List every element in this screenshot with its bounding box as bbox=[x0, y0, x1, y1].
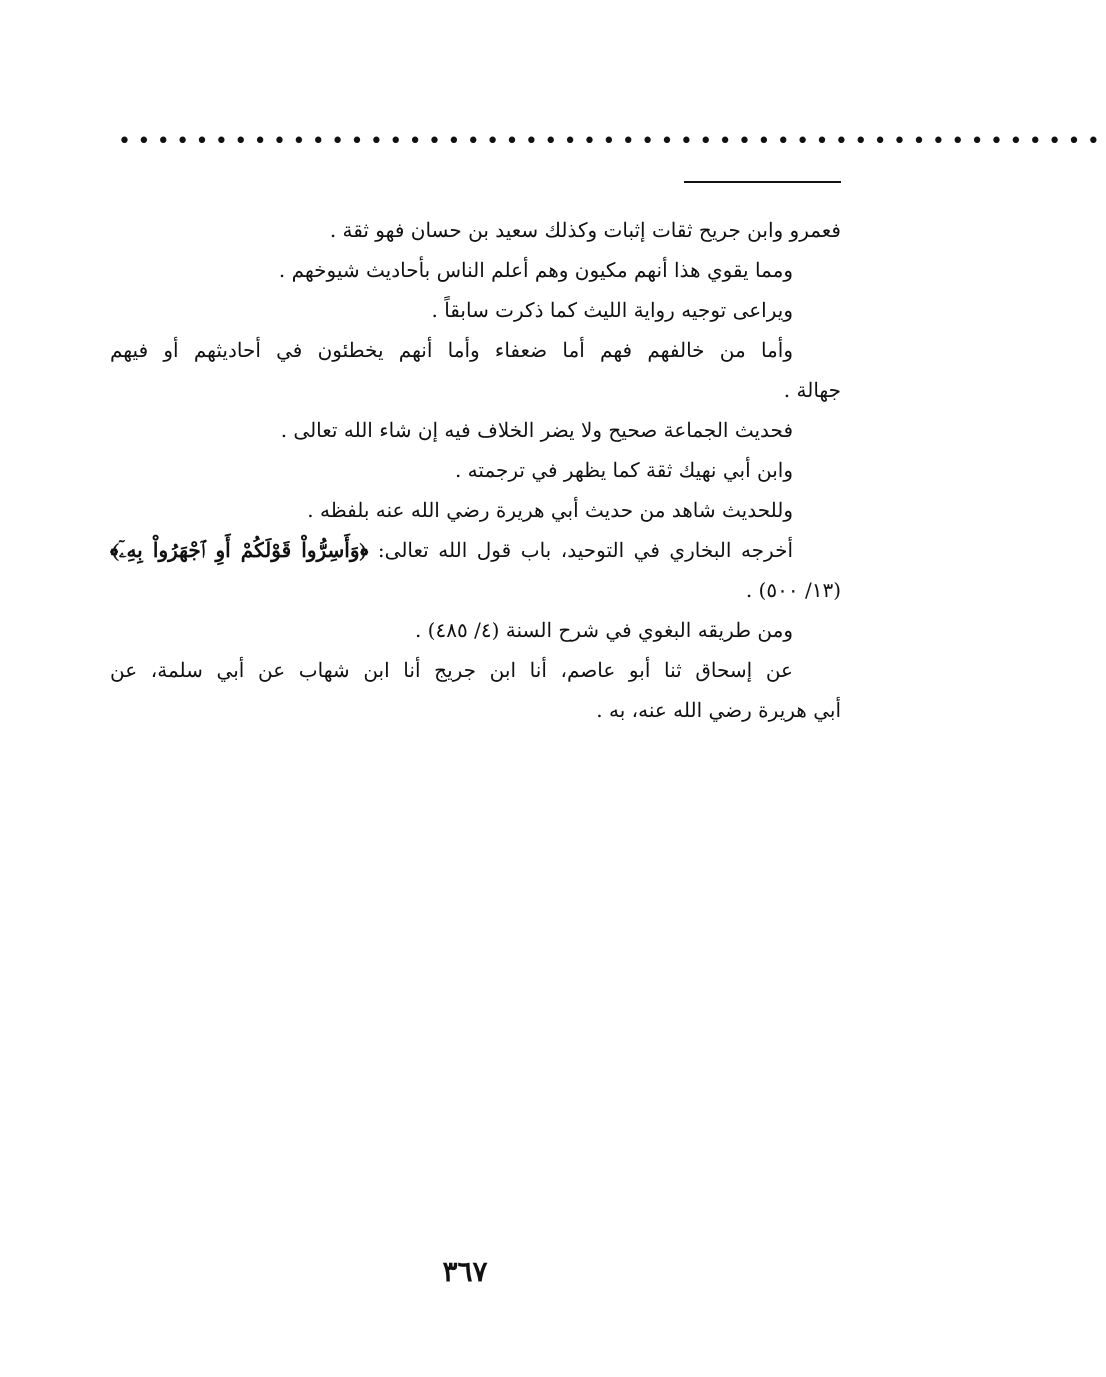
footnote-line: ومما يقوي هذا أنهم مكيون وهم أعلم الناس بأحاديث شيوخهم . bbox=[278, 258, 793, 282]
dotted-separator: ••••••••••••••••••••••••••••••••••••••••••••••••••• bbox=[118, 129, 1106, 154]
quran-verse: ﴿وَأَسِرُّواْ قَوْلَكُمْ أَوِ ٱجْهَرُواْ بِهِۦٓ﴾ bbox=[110, 538, 369, 562]
footnote-line bbox=[110, 530, 841, 570]
footnote-line: أبي هريرة رضي الله عنه، به . bbox=[596, 698, 841, 722]
footnote-line: عن إسحاق ثنا أبو عاصم، أنا ابن جريج أنا ابن شهاب عن أبي سلمة، عن bbox=[110, 658, 793, 682]
footnote-line: (١٣/ ٥٠٠) . bbox=[745, 578, 841, 602]
footnote-text bbox=[110, 210, 841, 730]
footnote-line: وأما من خالفهم فهم أما ضعفاء وأما أنهم يخطئون في أحاديثهم أو فيهم bbox=[110, 338, 793, 362]
footnote-line: وللحديث شاهد من حديث أبي هريرة رضي الله عنه بلفظه . bbox=[307, 498, 793, 522]
footnote-line: ومن طريقه البغوي في شرح السنة (٤/ ٤٨٥) . bbox=[414, 618, 793, 642]
footnote-line: ويراعى توجيه رواية الليث كما ذكرت سابقاً . bbox=[431, 298, 793, 322]
footnote-line: فحديث الجماعة صحيح ولا يضر الخلاف فيه إن شاء الله تعالى . bbox=[280, 418, 793, 442]
page-number: ٣٦٧ bbox=[442, 1255, 488, 1288]
citation-text: أخرجه البخاري في التوحيد، باب قول الله تعالى: bbox=[377, 538, 793, 562]
footnote-line: وابن أبي نهيك ثقة كما يظهر في ترجمته . bbox=[454, 458, 793, 482]
footnote-line: جهالة . bbox=[783, 378, 841, 402]
footnote-rule bbox=[684, 181, 841, 183]
footnote-line: فعمرو وابن جريح ثقات إثبات وكذلك سعيد بن حسان فهو ثقة . bbox=[329, 218, 841, 242]
